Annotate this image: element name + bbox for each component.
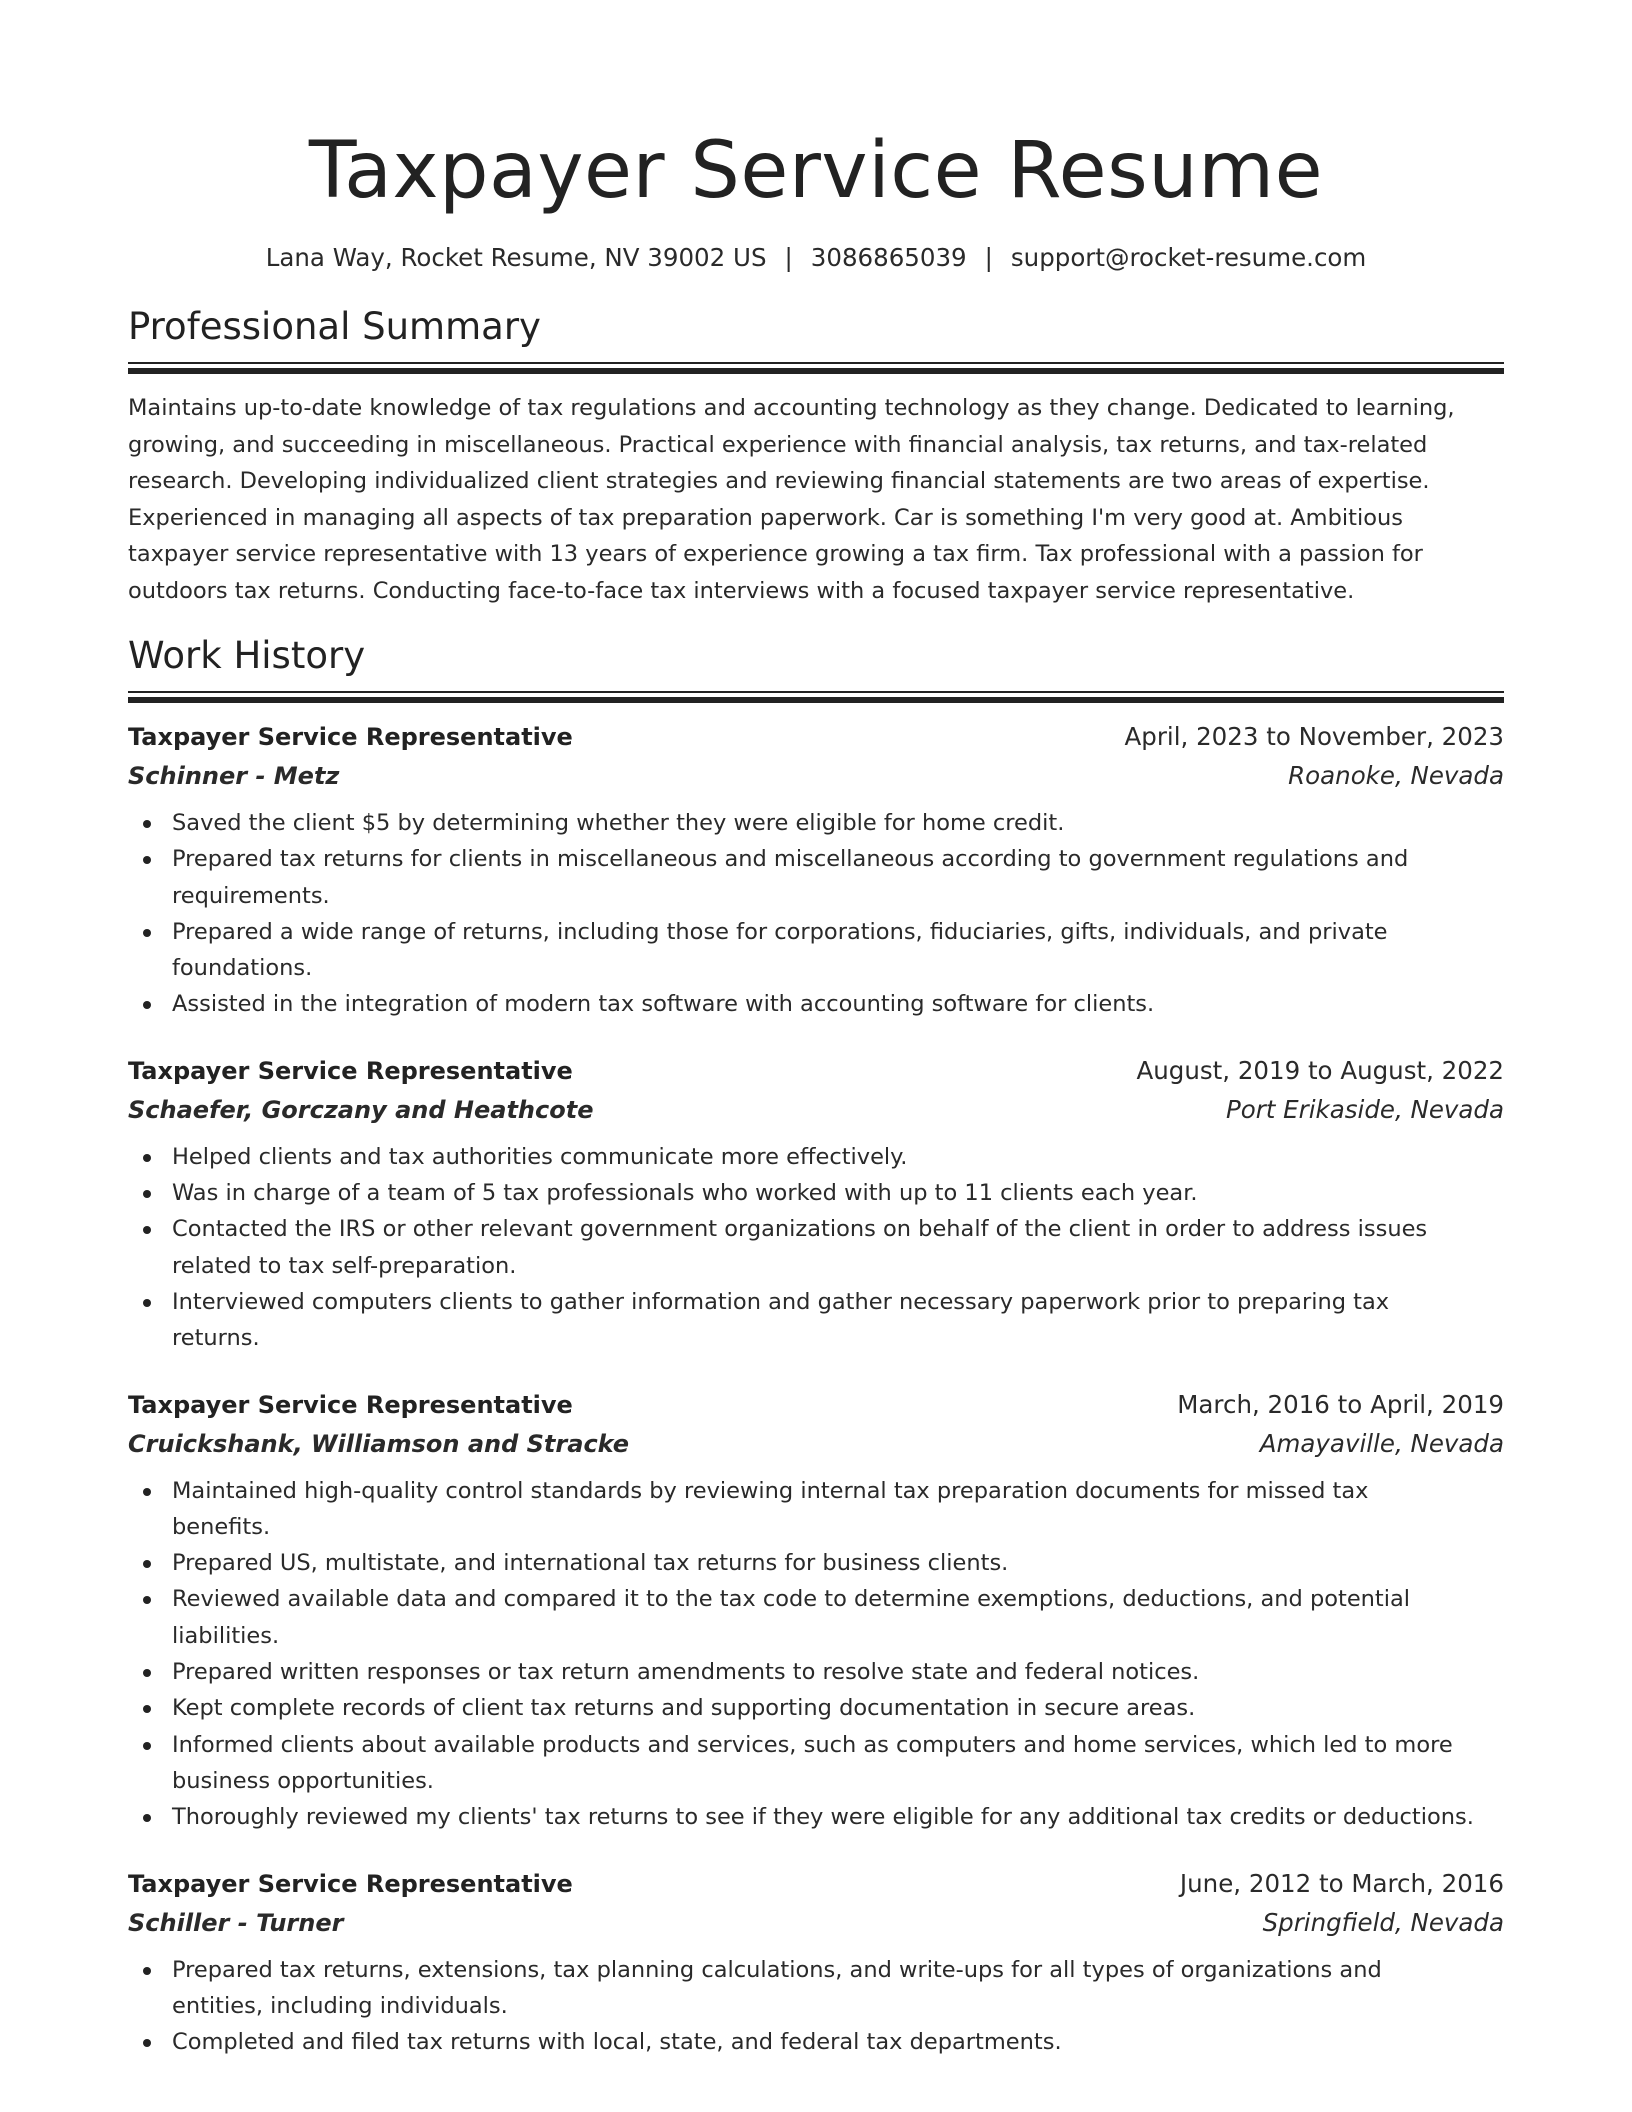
bullet-text: Helped clients and tax authorities communicate more effectively.: [172, 1143, 908, 1170]
bullet-text: Assisted in the integration of modern tax software with accounting software for clients.: [172, 991, 1155, 1018]
job-header-row: [128, 1864, 1504, 1904]
job-company: Cruickshank, Williamson and Stracke: [128, 1429, 630, 1458]
job-bullets: [128, 805, 1504, 1023]
list-item: [172, 2024, 1504, 2060]
list-item: [172, 1581, 1504, 1654]
bullet-icon: [143, 1190, 151, 1198]
bullet-icon: [143, 820, 151, 828]
bullet-icon: [143, 1488, 151, 1496]
job-entry: [128, 1864, 1504, 2061]
bullet-text: Thoroughly reviewed my clients' tax returns to see if they were eligible for any additional tax credits or deductions.: [172, 1804, 1474, 1831]
job-bullets: [128, 1473, 1504, 1836]
work-section-header: [128, 631, 1504, 703]
bullet-icon: [143, 1669, 151, 1677]
resume-page: [128, 0, 1504, 2060]
bullet-text: Interviewed computers clients to gather information and gather necessary paperwork prior to preparing tax returns.: [172, 1288, 1390, 1352]
bullet-text: Completed and filed tax returns with local, state, and federal tax departments.: [172, 2029, 1062, 2056]
section-divider: [128, 368, 1504, 374]
bullet-icon: [143, 1814, 151, 1822]
bullet-icon: [143, 1742, 151, 1750]
job-dates: June, 2012 to March, 2016: [1179, 1868, 1504, 1898]
job-location: Port Erikaside, Nevada: [1225, 1094, 1504, 1124]
bullet-icon: [143, 2039, 151, 2047]
bullet-icon: [143, 1596, 151, 1604]
job-bullets: [128, 1139, 1504, 1357]
section-divider: [128, 691, 1504, 693]
contact-address: Lana Way, Rocket Resume, NV 39002 US: [265, 243, 767, 272]
job-company: Schaefer, Gorczany and Heathcote: [128, 1095, 594, 1124]
job-title: Taxpayer Service Representative: [128, 723, 573, 751]
list-item: [172, 1284, 1504, 1357]
job-location: Roanoke, Nevada: [1288, 761, 1504, 790]
job-company: Schiller - Turner: [128, 1908, 344, 1937]
list-item: [172, 986, 1504, 1022]
job-bullets: [128, 1952, 1504, 2061]
resume-title: Taxpayer Service Resume: [308, 126, 1324, 216]
bullet-text: Reviewed available data and compared it to the tax code to determine exemptions, deductions, and potential liabilities.: [172, 1586, 1411, 1649]
bullet-text: Kept complete records of client tax returns and supporting documentation in secure areas.: [172, 1695, 1196, 1722]
section-divider: [128, 697, 1504, 703]
summary-text: Maintains up-to-date knowledge of tax regulations and accounting technology as they change. Dedicated to learning, growing, and succeeding in miscellaneous. Practical experience with financial analysis, tax returns, and tax-related research. Developing individualized client strategies and reviewing financial statements are two areas of expertise. Experienced in managing all aspects of tax preparation paperwork. Car is something I'm very good at. Ambitious taxpayer service representative with 13 years of experience growing a tax firm. Tax professional with a passion for outdoors tax returns. Conducting face-to-face tax interviews with a focused taxpayer service representative.: [128, 395, 1455, 604]
section-divider: [128, 362, 1504, 364]
job-company-row: [128, 1091, 1504, 1129]
bullet-icon: [143, 1705, 151, 1713]
bullet-text: Contacted the IRS or other relevant government organizations on behalf of the client in order to address issues related to tax self-preparation.: [172, 1216, 1428, 1279]
bullet-text: Informed clients about available products and services, such as computers and home services, which led to more business opportunities.: [172, 1731, 1453, 1794]
job-title: Taxpayer Service Representative: [128, 1869, 573, 1898]
list-item: [172, 1545, 1504, 1581]
job-header-row: [128, 1051, 1504, 1091]
bullet-text: Prepared tax returns for clients in miscellaneous and miscellaneous according to government regulations and requirements.: [172, 846, 1409, 909]
bullet-text: Prepared US, multistate, and international tax returns for business clients.: [172, 1550, 1009, 1577]
bullet-text: Saved the client $5 by determining whether they were eligible for home credit.: [172, 810, 1065, 836]
job-title: Taxpayer Service Representative: [128, 1390, 573, 1419]
job-company: Schinner - Metz: [128, 762, 340, 790]
bullet-icon: [143, 1967, 151, 1975]
list-item: [172, 1799, 1504, 1835]
list-item: [172, 805, 1504, 841]
bullet-text: Was in charge of a team of 5 tax professionals who worked with up to 11 clients each year.: [172, 1180, 1198, 1207]
list-item: [172, 1175, 1504, 1211]
list-item: [172, 1690, 1504, 1726]
job-entry: [128, 1385, 1504, 1836]
list-item: [172, 1211, 1504, 1284]
bullet-icon: [143, 1001, 151, 1009]
list-item: [172, 1473, 1504, 1546]
job-header-row: [128, 717, 1504, 757]
list-item: [172, 1727, 1504, 1800]
job-company-row: [128, 1904, 1504, 1942]
bullet-icon: [143, 1226, 151, 1234]
contact-line: [128, 240, 1504, 276]
list-item: [172, 841, 1504, 914]
bullet-icon: [143, 1560, 151, 1568]
job-entry: [128, 717, 1504, 1023]
bullet-text: Prepared written responses or tax return amendments to resolve state and federal notices.: [172, 1659, 1200, 1686]
bullet-icon: [143, 929, 151, 937]
job-location: Springfield, Nevada: [1262, 1907, 1504, 1937]
job-dates: April, 2023 to November, 2023: [1124, 722, 1504, 751]
job-dates: August, 2019 to August, 2022: [1136, 1055, 1504, 1085]
list-item: [172, 1139, 1504, 1175]
job-company-row: [128, 757, 1504, 795]
bullet-text: Prepared tax returns, extensions, tax planning calculations, and write-ups for all types of organizations and entities, including individuals.: [172, 1956, 1382, 2019]
contact-phone: 3086865039: [810, 243, 967, 272]
bullet-icon: [143, 1154, 151, 1162]
work-heading: Work History: [128, 634, 366, 677]
contact-separator: |: [784, 243, 793, 272]
bullet-text: Prepared a wide range of returns, including those for corporations, fiduciaries, gifts, individuals, and private foundations.: [172, 918, 1388, 982]
job-company-row: [128, 1425, 1504, 1463]
job-location: Amayaville, Nevada: [1259, 1428, 1504, 1458]
list-item: [172, 1952, 1504, 2025]
job-title: Taxpayer Service Representative: [128, 1056, 573, 1085]
contact-email: support@rocket-resume.com: [1010, 243, 1367, 272]
list-item: [172, 1654, 1504, 1690]
bullet-icon: [143, 1299, 151, 1307]
job-dates: March, 2016 to April, 2019: [1177, 1389, 1504, 1419]
job-entry: [128, 1051, 1504, 1357]
list-item: [172, 914, 1504, 987]
summary-section-header: [128, 302, 1504, 374]
bullet-icon: [143, 856, 151, 864]
bullet-text: Maintained high-quality control standards by reviewing internal tax preparation documents for missed tax benefits.: [172, 1477, 1369, 1540]
summary-heading: Professional Summary: [128, 305, 541, 348]
job-header-row: [128, 1385, 1504, 1425]
contact-separator: |: [984, 243, 993, 272]
